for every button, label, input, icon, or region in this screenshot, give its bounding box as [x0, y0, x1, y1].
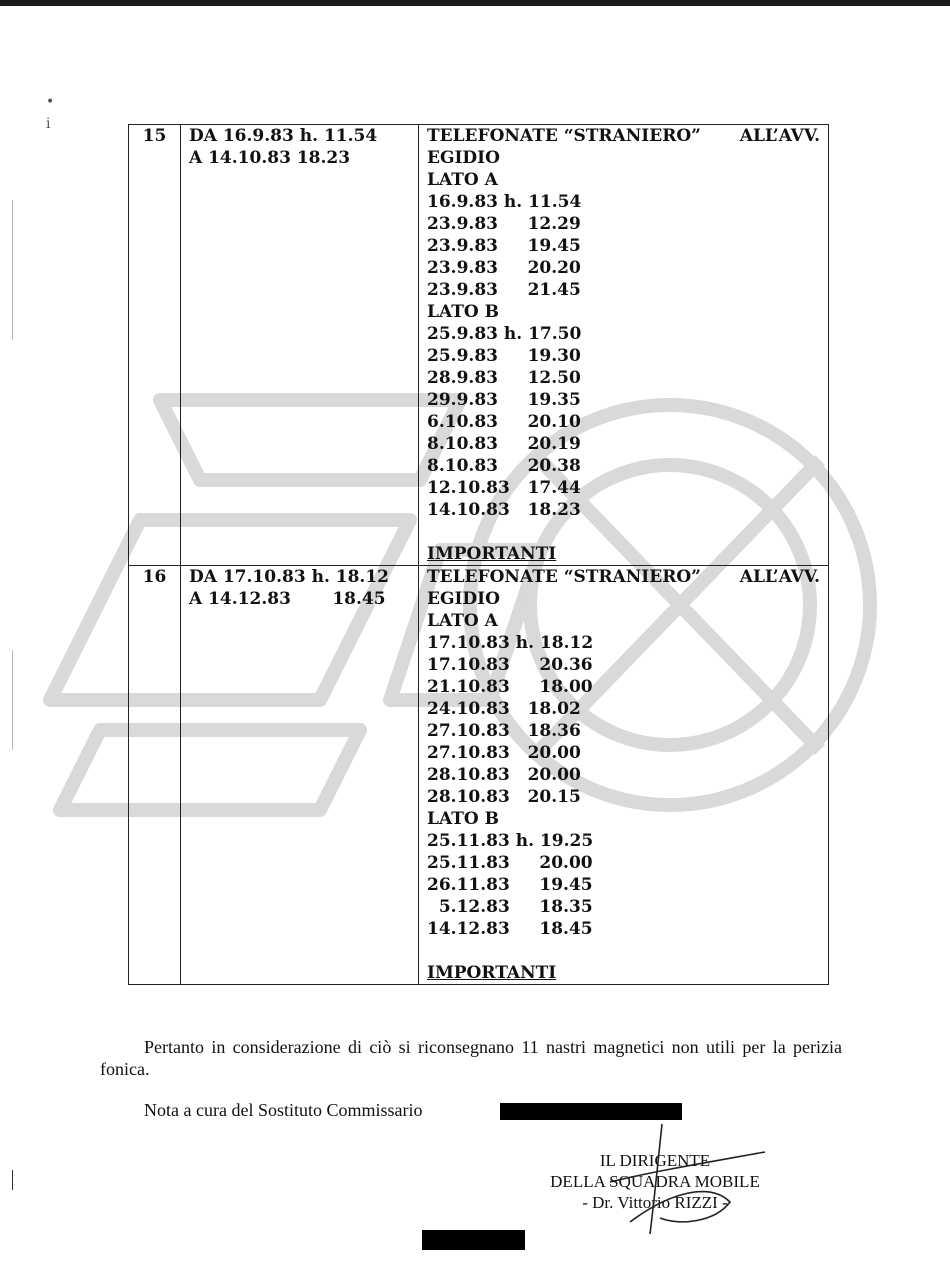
scan-edge-line [12, 200, 13, 340]
importanti-label: IMPORTANTI [427, 544, 557, 564]
call-entry: 8.10.83 20.19 [427, 434, 581, 454]
period-line: A 14.12.83 18.45 [189, 589, 386, 609]
row-number: 16 [129, 566, 181, 985]
content-heading [427, 566, 828, 588]
call-entry: 28.10.83 20.00 [427, 765, 581, 785]
period-line: DA 17.10.83 h. 18.12 [189, 567, 390, 587]
content-heading [427, 125, 828, 147]
call-entry: 14.12.83 18.45 [427, 919, 593, 939]
heading-right: ALL’AVV. [739, 567, 820, 587]
period-line: A 14.10.83 18.23 [189, 148, 351, 168]
row-period [181, 125, 419, 566]
call-entry: 12.10.83 17.44 [427, 478, 581, 498]
call-entry: 23.9.83 21.45 [427, 280, 581, 300]
scan-edge-line [12, 1170, 13, 1190]
scan-edge-line [12, 650, 13, 750]
heading-right: ALL’AVV. [739, 126, 820, 146]
call-entry: LATO B [427, 809, 499, 829]
signature-line-3: - Dr. Vittorio RIZZI - [582, 1193, 728, 1212]
heading-left: TELEFONATE “STRANIERO” [427, 567, 701, 587]
call-entry: 14.10.83 18.23 [427, 500, 581, 520]
call-entry: 25.9.83 19.30 [427, 346, 581, 366]
call-entry: 27.10.83 20.00 [427, 743, 581, 763]
call-entry: 17.10.83 20.36 [427, 655, 593, 675]
call-entry: 6.10.83 20.10 [427, 412, 581, 432]
row-number: 15 [129, 125, 181, 566]
table-row [129, 125, 829, 566]
call-entry: 21.10.83 18.00 [427, 677, 593, 697]
handwritten-signature [600, 1122, 770, 1238]
call-entry: 23.9.83 19.45 [427, 236, 581, 256]
call-entry: 28.10.83 20.15 [427, 787, 581, 807]
spacer [427, 940, 828, 962]
scan-speck: • [46, 94, 55, 110]
spacer [427, 521, 828, 543]
signature-line-2: DELLA SQUADRA MOBILE [550, 1172, 760, 1191]
call-entry: 27.10.83 18.36 [427, 721, 581, 741]
call-entry: LATO B [427, 302, 499, 322]
call-entry: LATO A [427, 170, 498, 190]
call-entry: 23.9.83 20.20 [427, 258, 581, 278]
importanti-label: IMPORTANTI [427, 963, 557, 983]
row-period [181, 566, 419, 985]
call-entry: 25.9.83 h. 17.50 [427, 324, 582, 344]
heading-second-line: EGIDIO [427, 589, 500, 609]
call-entry: 29.9.83 19.35 [427, 390, 581, 410]
row-content [419, 125, 829, 566]
call-entry: LATO A [427, 611, 498, 631]
scan-speck: ⅰ [46, 116, 51, 132]
scan-top-border [0, 0, 950, 6]
call-entry: 5.12.83 18.35 [427, 897, 593, 917]
redaction-bar [500, 1103, 682, 1120]
call-entry: 25.11.83 20.00 [427, 853, 593, 873]
table-row [129, 566, 829, 985]
call-entry: 8.10.83 20.38 [427, 456, 581, 476]
heading-left: TELEFONATE “STRANIERO” [427, 126, 701, 146]
row-content [419, 566, 829, 985]
call-entry: 23.9.83 12.29 [427, 214, 581, 234]
period-line: DA 16.9.83 h. 11.54 [189, 126, 378, 146]
redaction-bar [422, 1230, 525, 1250]
recordings-table [128, 124, 829, 985]
call-entry: 28.9.83 12.50 [427, 368, 581, 388]
closing-paragraph: Pertanto in considerazione di ciò si riconsegnano 11 nastri magnetici non utili per la perizia fonica. [100, 1037, 842, 1079]
heading-second-line: EGIDIO [427, 148, 500, 168]
signature-line-1: IL DIRIGENTE [599, 1151, 711, 1170]
call-entry: 16.9.83 h. 11.54 [427, 192, 582, 212]
call-entry: 24.10.83 18.02 [427, 699, 581, 719]
call-entry: 25.11.83 h. 19.25 [427, 831, 594, 851]
call-entry: 17.10.83 h. 18.12 [427, 633, 594, 653]
nota-line: Nota a cura del Sostituto Commissario [144, 1100, 423, 1120]
call-entry: 26.11.83 19.45 [427, 875, 593, 895]
